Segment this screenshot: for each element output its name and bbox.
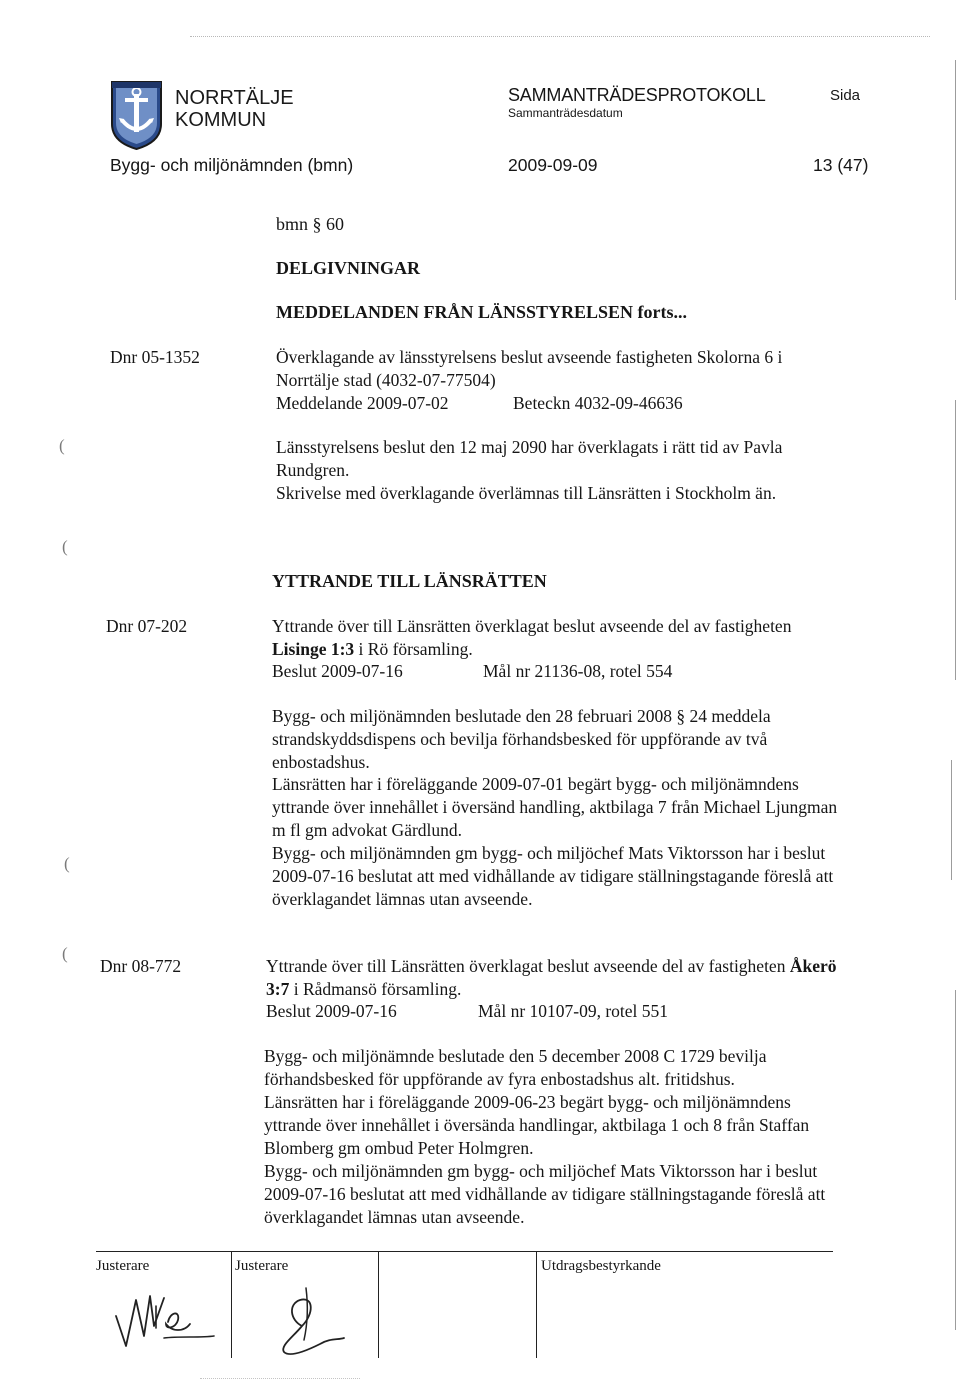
- item-meta-right: Beteckn 4032-09-46636: [513, 393, 683, 413]
- yttrande-meta-left: Beslut 2009-07-16: [272, 661, 403, 681]
- scan-artifact-top: [190, 36, 930, 37]
- property-designation: Åkerö: [789, 956, 837, 976]
- footer-divider: [378, 1252, 379, 1358]
- yttrande-body-line: Bygg- och miljönämnden gm bygg- och miljöchef Mats Viktorsson har i beslut: [264, 1161, 818, 1181]
- item-body-line: Skrivelse med överklagande överlämnas till Länsrätten i Stockholm än.: [276, 483, 777, 503]
- scan-edge-line: [955, 990, 956, 1330]
- page-number: 13 (47): [813, 155, 869, 175]
- org-name-line1: NORRTÄLJE: [175, 87, 294, 109]
- yttrande-meta-right: Mål nr 21136-08, rotel 554: [483, 661, 673, 681]
- footer-col-justerare-1: Justerare: [96, 1258, 150, 1274]
- yttrande-body-line: överklagandet lämnas utan avseende.: [272, 889, 533, 909]
- page-label: Sida: [830, 87, 861, 104]
- property-designation: Lisinge 1:3: [272, 639, 355, 659]
- property-designation: 3:7: [266, 979, 290, 999]
- scan-edge-line: [955, 60, 956, 300]
- item-body-line: Länsstyrelsens beslut den 12 maj 2090 har överklagats i rätt tid av Pavla: [276, 437, 783, 457]
- committee-name: Bygg- och miljönämnden (bmn): [110, 155, 354, 175]
- item-body-line: Rundgren.: [276, 460, 350, 480]
- scan-paren-mark: (: [62, 944, 68, 963]
- handwritten-signature-1: [110, 1276, 220, 1361]
- scan-artifact-bottom: [200, 1378, 360, 1379]
- footer-col-justerare-2: Justerare: [235, 1258, 289, 1274]
- parish-text: i Rö församling.: [354, 639, 473, 659]
- item-text-line: Norrtälje stad (4032-07-77504): [276, 370, 496, 390]
- yttrande-body-line: Länsrätten har i föreläggande 2009-06-23 begärt bygg- och miljönämndens: [264, 1092, 791, 1112]
- footer-rule: [96, 1251, 833, 1252]
- yttrande-meta-left: Beslut 2009-07-16: [266, 1001, 397, 1021]
- yttrande-body-line: 2009-07-16 beslutat att med vidhållande av tidigare ställningstagande föreslå att: [264, 1184, 826, 1204]
- yttrande-body-line: strandskyddsdispens och bevilja förhandsbesked för uppförande av två: [272, 729, 768, 749]
- scan-paren-mark: (: [64, 854, 70, 873]
- yttrande-body-line: 2009-07-16 beslutat att med vidhållande av tidigare ställningstagande föreslå att: [272, 866, 834, 886]
- section-title: DELGIVNINGAR: [276, 258, 421, 278]
- yttrande-body-line: Blomberg gm ombud Peter Holmgren.: [264, 1138, 534, 1158]
- section-subtitle: MEDDELANDEN FRÅN LÄNSSTYRELSEN forts...: [276, 302, 688, 322]
- municipality-crest-logo: [110, 80, 163, 151]
- yttrande-body-line: Bygg- och miljönämnde beslutade den 5 december 2008 C 1729 bevilja: [264, 1046, 767, 1066]
- yttrande-dnr: Dnr 08-772: [100, 956, 182, 976]
- yttrande-line: [266, 956, 837, 977]
- footer-divider: [536, 1252, 537, 1358]
- date-label: Sammanträdesdatum: [508, 106, 623, 120]
- org-name-line2: KOMMUN: [175, 109, 267, 131]
- scan-edge-line: [951, 760, 952, 880]
- yttrande-body-line: m fl gm advokat Gärdlund.: [272, 820, 463, 840]
- yttrande-property-line: [266, 979, 461, 1000]
- scan-edge-line: [955, 400, 956, 680]
- footer-col-utdragsbestyrkande: Utdragsbestyrkande: [541, 1258, 661, 1274]
- yttrande-body-line: yttrande över innehållet i översända handlingar, aktbilaga 1 och 8 från Staffan: [264, 1115, 810, 1135]
- yttrande-property-line: [272, 639, 473, 660]
- yttrande-line: Yttrande över till Länsrätten överklagat beslut avseende del av fastigheten: [272, 616, 792, 636]
- yttrande-meta-right: Mål nr 10107-09, rotel 551: [478, 1001, 669, 1021]
- footer-divider: [231, 1252, 232, 1358]
- scan-paren-mark: (: [62, 537, 68, 556]
- item-text-line: Överklagande av länsstyrelsens beslut avseende fastigheten Skolorna 6 i: [276, 347, 783, 367]
- yttrande-body-line: Bygg- och miljönämnden beslutade den 28 februari 2008 § 24 meddela: [272, 706, 771, 726]
- yttrande-line-text: Yttrande över till Länsrätten överklagat beslut avseende del av fastigheten: [266, 956, 786, 976]
- scan-paren-mark: (: [59, 436, 65, 455]
- item-meta-left: Meddelande 2009-07-02: [276, 393, 449, 413]
- yttrande-dnr: Dnr 07-202: [106, 616, 188, 636]
- handwritten-signature-2: [262, 1280, 362, 1365]
- yttrande-body-line: överklagandet lämnas utan avseende.: [264, 1207, 525, 1227]
- yttrande-body-line: Bygg- och miljönämnden gm bygg- och miljöchef Mats Viktorsson har i beslut: [272, 843, 826, 863]
- document-type: SAMMANTRÄDESPROTOKOLL: [508, 85, 766, 105]
- yttrande-body-line: Länsrätten har i föreläggande 2009-07-01 begärt bygg- och miljönämndens: [272, 774, 799, 794]
- yttrande-body-line: förhandsbesked för uppförande av fyra enbostadshus alt. fritidshus.: [264, 1069, 735, 1089]
- meeting-date: 2009-09-09: [508, 155, 598, 175]
- parish-text: i Rådmansö församling.: [289, 979, 462, 999]
- section-reference: bmn § 60: [276, 214, 345, 234]
- subheading: YTTRANDE TILL LÄNSRÄTTEN: [272, 571, 547, 591]
- yttrande-body-line: yttrande över innehållet i översänd handling, aktbilaga 7 från Michael Ljungman: [272, 797, 838, 817]
- yttrande-body-line: enbostadshus.: [272, 752, 370, 772]
- item-dnr: Dnr 05-1352: [110, 347, 200, 367]
